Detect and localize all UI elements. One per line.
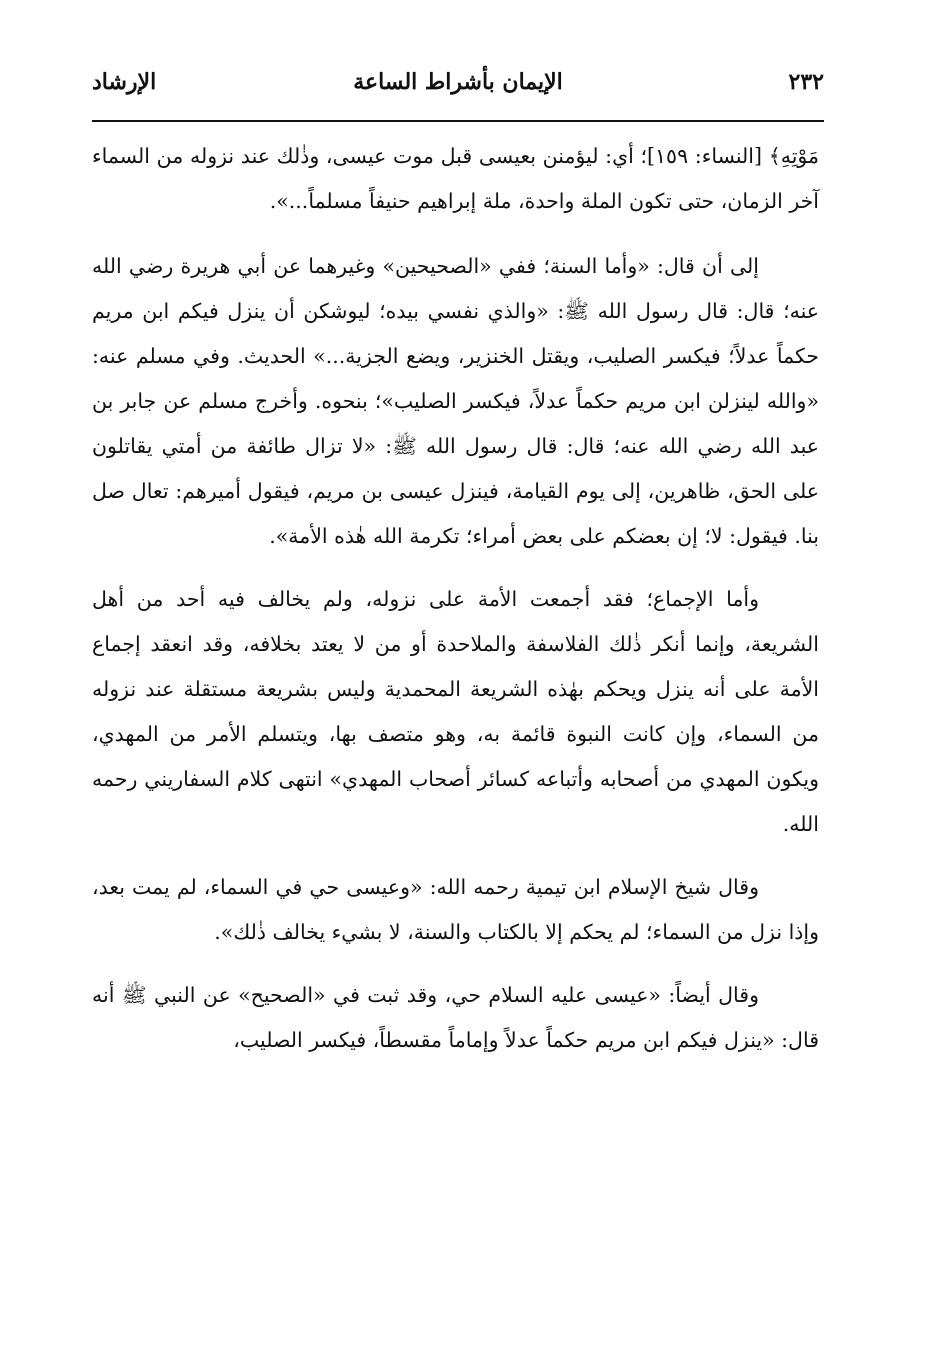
- book-title: الإيمان بأشراط الساعة: [353, 69, 563, 95]
- page-number: ٢٣٢: [788, 69, 824, 95]
- paragraph: إلى أن قال: «وأما السنة؛ ففي «الصحيحين» وغيرهما عن أبي هريرة رضي الله عنه؛ قال: قال رسول الله ﷺ: «والذي نفسي بيده؛ ليوشكن أن ينزل فيكم ابن مريم حكماً عدلاً؛ فيكسر الصليب، ويقتل الخنزير، ويضع الجزية...» الحديث. وفي مسلم عنه: «والله لينزلن ابن مريم حكماً عدلاً، فيكسر الصليب»؛ بنحوه. وأخرج مسلم عن جابر بن عبد الله رضي الله عنه؛ قال: قال رسول الله ﷺ: «لا تزال طائفة من أمتي يقاتلون على الحق، ظاهرين، إلى يوم القيامة، فينزل عيسى بن مريم، فيقول أميرهم: تعال صل بنا. فيقول: لا؛ إن بعضكم على بعض أمراء؛ تكرمة الله هٰذه الأمة».: [92, 254, 819, 548]
- paragraph: مَوْتِهِ﴾ [النساء: ١٥٩]؛ أي: ليؤمنن بعيسى قبل موت عيسى، وذٰلك عند نزوله من السماء آخر الزمان، حتى تكون الملة واحدة، ملة إبراهيم حنيفاً مسلماً...».: [92, 144, 819, 213]
- body-text: [92, 134, 819, 1081]
- paragraph: وقال أيضاً: «عيسى عليه السلام حي، وقد ثبت في «الصحيح» عن النبي ﷺ أنه قال: «ينزل فيكم ابن مريم حكماً عدلاً وإماماً مقسطاً، فيكسر الصليب،: [92, 983, 819, 1052]
- section-title: الإرشاد: [92, 69, 157, 95]
- header-divider: [92, 120, 824, 122]
- paragraph: وقال شيخ الإسلام ابن تيمية رحمه الله: «وعيسى حي في السماء، لم يمت بعد، وإذا نزل من السماء؛ لم يحكم إلا بالكتاب والسنة، لا بشيء يخالف ذٰلك».: [92, 875, 819, 944]
- paragraph: وأما الإجماع؛ فقد أجمعت الأمة على نزوله، ولم يخالف فيه أحد من أهل الشريعة، وإنما أنكر ذٰلك الفلاسفة والملاحدة أو من لا يعتد بخلافه، وقد انعقد إجماع الأمة على أنه ينزل ويحكم بهٰذه الشريعة المحمدية وليس بشريعة مستقلة عند نزوله من السماء، وإن كانت النبوة قائمة به، وهو متصف بها، ويتسلم الأمر من المهدي، ويكون المهدي من أصحابه وأتباعه كسائر أصحاب المهدي» انتهى كلام السفاريني رحمه الله.: [92, 587, 819, 836]
- page-header: [92, 62, 824, 102]
